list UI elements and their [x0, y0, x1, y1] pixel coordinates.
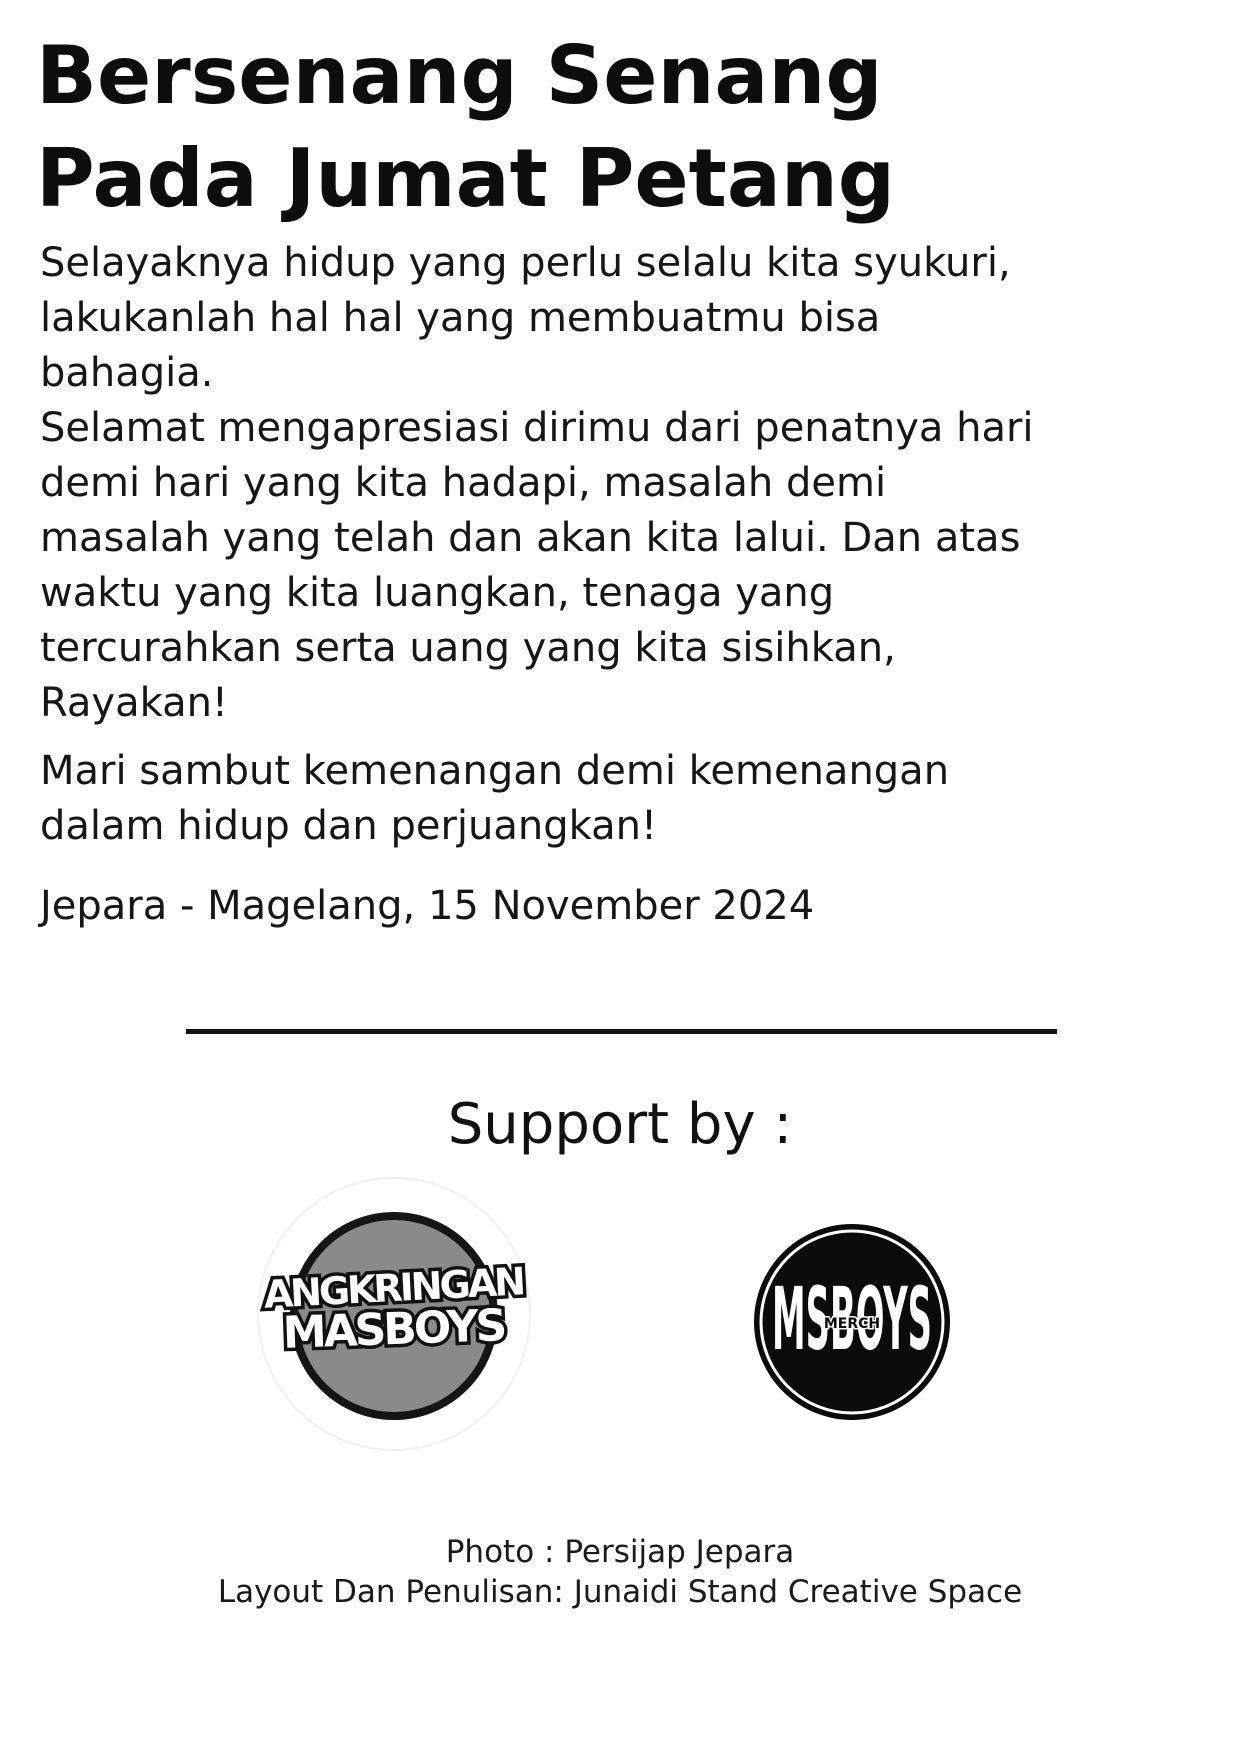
paragraph-line: masalah yang telah dan akan kita lalui. Dan atas: [40, 515, 1021, 561]
credits-block: [0, 1532, 1240, 1612]
angkringan-masboys-logo-graphic: [256, 1176, 532, 1452]
body-paragraph-1: [40, 236, 1230, 731]
paragraph-line: Selamat mengapresiasi dirimu dari penatnya hari: [40, 405, 1034, 451]
paragraph-line: bahagia.: [40, 350, 214, 396]
angkringan-masboys-logo: [256, 1176, 532, 1452]
paragraph-line: dalam hidup dan perjuangkan!: [40, 803, 658, 849]
paragraph-line: lakukanlah hal hal yang membuatmu bisa: [40, 295, 881, 341]
title-line-1: Bersenang Senang: [36, 29, 883, 122]
paragraph-line: tercurahkan serta uang yang kita sisihkan,: [40, 625, 896, 671]
support-by-label: Support by :: [447, 1092, 793, 1157]
signature-divider-line: [186, 1029, 1057, 1034]
paragraph-line: Selayaknya hidup yang perlu selalu kita syukuri,: [40, 240, 1011, 286]
document-title: [36, 24, 1216, 230]
dateline: Jepara - Magelang, 15 November 2024: [40, 883, 815, 929]
logo2-main-text: MSBOYS: [772, 1268, 932, 1370]
layout-credit: Layout Dan Penulisan: Junaidi Stand Creative Space: [217, 1574, 1023, 1610]
paragraph-line: waktu yang kita luangkan, tenaga yang: [40, 570, 835, 616]
paragraph-line: demi hari yang kita hadapi, masalah demi: [40, 460, 887, 506]
masboys-merch-logo-graphic: [752, 1222, 952, 1422]
body-paragraph-2: [40, 744, 1230, 854]
title-line-2: Pada Jumat Petang: [36, 132, 896, 225]
logo1-text-line-1: ANGKRINGAN: [262, 1259, 525, 1317]
logo2-inner-text: MERCH: [823, 1316, 881, 1332]
photo-credit: Photo : Persijap Jepara: [445, 1534, 795, 1570]
masboys-merch-logo: [752, 1222, 952, 1422]
paragraph-line: Mari sambut kemenangan demi kemenangan: [40, 748, 950, 794]
paragraph-line: Rayakan!: [40, 680, 228, 726]
logo1-text-line-2: MASBOYS: [281, 1300, 506, 1359]
